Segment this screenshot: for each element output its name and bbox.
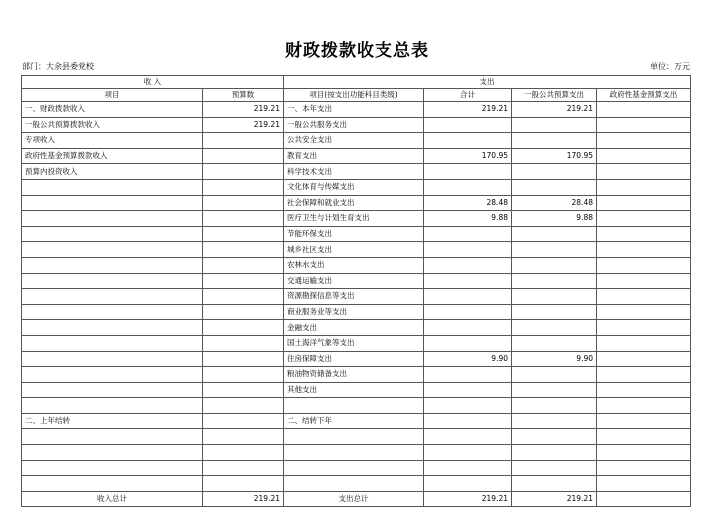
- income-value-cell: [203, 226, 284, 242]
- general-budget-cell: [512, 289, 597, 305]
- fund-budget-cell: [597, 460, 691, 476]
- income-item-cell: [22, 351, 203, 367]
- income-item-cell: [22, 257, 203, 273]
- income-total-label: 收入总计: [22, 491, 203, 507]
- general-budget-cell: [512, 179, 597, 195]
- general-budget-cell: [512, 367, 597, 383]
- income-item-cell: 二、上年结转: [22, 413, 203, 429]
- column-header-row: [22, 89, 691, 102]
- expense-item-cell: [284, 460, 424, 476]
- fund-budget-cell: [597, 445, 691, 461]
- table-row: [22, 273, 691, 289]
- fund-budget-cell: [597, 351, 691, 367]
- table-row: [22, 460, 691, 476]
- general-budget-cell: [512, 398, 597, 414]
- col-header-expense-item: 项目(按支出功能科目类级): [284, 89, 424, 102]
- income-value-cell: 219.21: [203, 117, 284, 133]
- income-value-cell: [203, 367, 284, 383]
- general-budget-cell: 9.88: [512, 211, 597, 227]
- expense-item-cell: 交通运输支出: [284, 273, 424, 289]
- table-row: [22, 257, 691, 273]
- income-item-cell: [22, 304, 203, 320]
- table-row: [22, 351, 691, 367]
- general-budget-cell: [512, 164, 597, 180]
- fund-budget-cell: [597, 398, 691, 414]
- expense-total-label: 支出总计: [284, 491, 424, 507]
- income-item-cell: [22, 445, 203, 461]
- income-item-cell: [22, 429, 203, 445]
- expense-item-cell: 国土海洋气象等支出: [284, 335, 424, 351]
- total-cell: [424, 445, 512, 461]
- fund-budget-cell: [597, 226, 691, 242]
- income-group-header: 收 入: [22, 76, 284, 89]
- page-title: 财政拨款收支总表: [285, 41, 429, 61]
- col-header-item: 项目: [22, 89, 203, 102]
- expense-item-cell: [284, 476, 424, 492]
- fund-budget-cell: [597, 179, 691, 195]
- income-item-cell: [22, 195, 203, 211]
- total-cell: [424, 367, 512, 383]
- table-row: [22, 179, 691, 195]
- income-value-cell: [203, 273, 284, 289]
- income-item-cell: [22, 289, 203, 305]
- income-item-cell: [22, 398, 203, 414]
- income-value-cell: [203, 445, 284, 461]
- income-value-cell: [203, 429, 284, 445]
- expense-item-cell: 节能环保支出: [284, 226, 424, 242]
- general-budget-cell: [512, 335, 597, 351]
- total-cell: 170.95: [424, 148, 512, 164]
- expense-total-value: 219.21: [424, 491, 512, 507]
- table-row: [22, 211, 691, 227]
- table-row: [22, 195, 691, 211]
- fund-budget-cell: [597, 382, 691, 398]
- table-row: [22, 413, 691, 429]
- income-value-cell: [203, 320, 284, 336]
- general-budget-cell: [512, 429, 597, 445]
- table-row: [22, 429, 691, 445]
- income-item-cell: 一般公共预算拨款收入: [22, 117, 203, 133]
- table-row: [22, 148, 691, 164]
- expense-item-cell: 一、本年支出: [284, 102, 424, 118]
- general-budget-cell: [512, 257, 597, 273]
- general-budget-cell: [512, 320, 597, 336]
- expense-group-header: 支出: [284, 76, 691, 89]
- income-item-cell: [22, 382, 203, 398]
- expense-item-cell: 资源勘探信息等支出: [284, 289, 424, 305]
- income-item-cell: 一、财政拨款收入: [22, 102, 203, 118]
- general-budget-cell: [512, 133, 597, 149]
- total-cell: 28.48: [424, 195, 512, 211]
- expense-item-cell: 医疗卫生与计划生育支出: [284, 211, 424, 227]
- general-budget-cell: [512, 242, 597, 258]
- group-header-row: [22, 76, 691, 89]
- fund-budget-cell: [597, 367, 691, 383]
- expense-item-cell: [284, 398, 424, 414]
- expense-item-cell: 一般公共服务支出: [284, 117, 424, 133]
- total-cell: [424, 382, 512, 398]
- total-cell: [424, 257, 512, 273]
- income-item-cell: [22, 335, 203, 351]
- total-cell: [424, 413, 512, 429]
- income-item-cell: [22, 242, 203, 258]
- total-cell: [424, 320, 512, 336]
- income-item-cell: [22, 476, 203, 492]
- expense-item-cell: 二、结转下年: [284, 413, 424, 429]
- expense-item-cell: 商业服务业等支出: [284, 304, 424, 320]
- fund-budget-cell: [597, 320, 691, 336]
- income-value-cell: [203, 133, 284, 149]
- total-cell: [424, 304, 512, 320]
- total-cell: [424, 242, 512, 258]
- expense-item-cell: 住房保障支出: [284, 351, 424, 367]
- total-cell: [424, 179, 512, 195]
- income-item-cell: 政府性基金预算拨款收入: [22, 148, 203, 164]
- income-item-cell: [22, 211, 203, 227]
- col-header-budget: 预算数: [203, 89, 284, 102]
- col-header-general-budget: 一般公共预算支出: [512, 89, 597, 102]
- total-cell: 9.90: [424, 351, 512, 367]
- fund-budget-cell: [597, 148, 691, 164]
- total-cell: [424, 273, 512, 289]
- expense-item-cell: 教育支出: [284, 148, 424, 164]
- total-cell: [424, 460, 512, 476]
- income-item-cell: [22, 273, 203, 289]
- general-budget-cell: 170.95: [512, 148, 597, 164]
- total-cell: [424, 398, 512, 414]
- table-row: [22, 226, 691, 242]
- fund-budget-cell: [597, 289, 691, 305]
- income-value-cell: [203, 148, 284, 164]
- income-value-cell: [203, 242, 284, 258]
- total-cell: [424, 117, 512, 133]
- col-header-total: 合计: [424, 89, 512, 102]
- col-header-fund-budget: 政府性基金预算支出: [597, 89, 691, 102]
- fund-budget-cell: [597, 257, 691, 273]
- fund-budget-cell: [597, 195, 691, 211]
- fund-budget-cell: [597, 133, 691, 149]
- table-row: [22, 102, 691, 118]
- fund-budget-cell: [597, 429, 691, 445]
- income-value-cell: [203, 351, 284, 367]
- income-value-cell: [203, 164, 284, 180]
- total-cell: [424, 133, 512, 149]
- income-value-cell: [203, 304, 284, 320]
- general-budget-cell: [512, 117, 597, 133]
- income-item-cell: [22, 179, 203, 195]
- income-item-cell: 专项收入: [22, 133, 203, 149]
- expense-item-cell: [284, 429, 424, 445]
- total-cell: [424, 429, 512, 445]
- fund-budget-cell: [597, 335, 691, 351]
- department-label: 部门：大余县委党校: [22, 62, 94, 71]
- expense-item-cell: 科学技术支出: [284, 164, 424, 180]
- table-row: [22, 382, 691, 398]
- general-budget-cell: [512, 273, 597, 289]
- total-cell: [424, 289, 512, 305]
- fund-total-value: [597, 491, 691, 507]
- total-cell: [424, 164, 512, 180]
- table-row: [22, 304, 691, 320]
- expense-item-cell: 粮油物资储备支出: [284, 367, 424, 383]
- table-row: [22, 117, 691, 133]
- total-cell: 219.21: [424, 102, 512, 118]
- table-row: [22, 398, 691, 414]
- expense-item-cell: 文化体育与传媒支出: [284, 179, 424, 195]
- fund-budget-cell: [597, 102, 691, 118]
- general-budget-cell: [512, 304, 597, 320]
- general-budget-cell: 9.90: [512, 351, 597, 367]
- expense-item-cell: 城乡社区支出: [284, 242, 424, 258]
- income-value-cell: [203, 413, 284, 429]
- totals-row: [22, 491, 691, 507]
- total-cell: [424, 335, 512, 351]
- fund-budget-cell: [597, 476, 691, 492]
- income-value-cell: [203, 289, 284, 305]
- table-row: [22, 476, 691, 492]
- income-value-cell: [203, 257, 284, 273]
- income-item-cell: [22, 460, 203, 476]
- general-budget-cell: [512, 413, 597, 429]
- expense-item-cell: 其他支出: [284, 382, 424, 398]
- general-budget-cell: [512, 226, 597, 242]
- fund-budget-cell: [597, 164, 691, 180]
- expense-item-cell: 金融支出: [284, 320, 424, 336]
- general-budget-cell: [512, 445, 597, 461]
- general-total-value: 219.21: [512, 491, 597, 507]
- total-cell: 9.88: [424, 211, 512, 227]
- income-value-cell: [203, 382, 284, 398]
- table-row: [22, 367, 691, 383]
- income-total-value: 219.21: [203, 491, 284, 507]
- general-budget-cell: 28.48: [512, 195, 597, 211]
- expense-item-cell: [284, 445, 424, 461]
- total-cell: [424, 226, 512, 242]
- income-value-cell: [203, 195, 284, 211]
- income-item-cell: [22, 226, 203, 242]
- fund-budget-cell: [597, 304, 691, 320]
- budget-table: [21, 75, 691, 507]
- table-row: [22, 242, 691, 258]
- income-value-cell: [203, 398, 284, 414]
- expense-item-cell: 社会保障和就业支出: [284, 195, 424, 211]
- income-value-cell: [203, 179, 284, 195]
- income-value-cell: [203, 335, 284, 351]
- table-row: [22, 320, 691, 336]
- fund-budget-cell: [597, 242, 691, 258]
- table-row: [22, 133, 691, 149]
- table-row: [22, 289, 691, 305]
- unit-label: 单位：万元: [650, 62, 690, 71]
- income-item-cell: [22, 320, 203, 336]
- fund-budget-cell: [597, 211, 691, 227]
- total-cell: [424, 476, 512, 492]
- general-budget-cell: [512, 460, 597, 476]
- general-budget-cell: 219.21: [512, 102, 597, 118]
- income-value-cell: 219.21: [203, 102, 284, 118]
- income-value-cell: [203, 460, 284, 476]
- table-row: [22, 335, 691, 351]
- general-budget-cell: [512, 476, 597, 492]
- table-row: [22, 445, 691, 461]
- table-row: [22, 164, 691, 180]
- fund-budget-cell: [597, 413, 691, 429]
- income-value-cell: [203, 476, 284, 492]
- fund-budget-cell: [597, 117, 691, 133]
- income-item-cell: 预算内投资收入: [22, 164, 203, 180]
- income-item-cell: [22, 367, 203, 383]
- income-value-cell: [203, 211, 284, 227]
- expense-item-cell: 农林水支出: [284, 257, 424, 273]
- fund-budget-cell: [597, 273, 691, 289]
- general-budget-cell: [512, 382, 597, 398]
- expense-item-cell: 公共安全支出: [284, 133, 424, 149]
